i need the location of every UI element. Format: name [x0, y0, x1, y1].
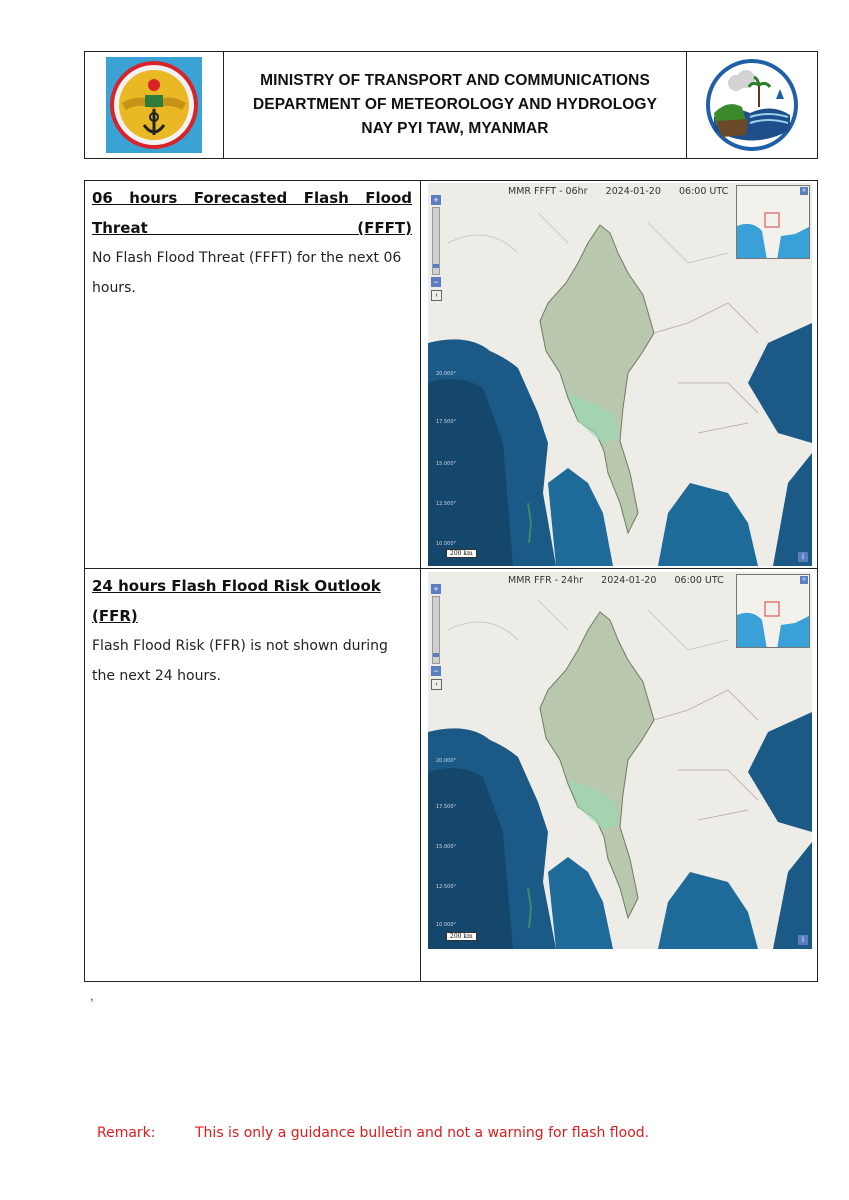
right-logo-cell [686, 52, 817, 158]
map-time: 06:00 UTC [679, 186, 729, 197]
ffft-title: 06 hours Forecasted Flash Flood Threat (FFFT) [92, 189, 412, 237]
scale-bar: 200 km [446, 932, 477, 941]
remark-label: Remark: [97, 1125, 156, 1141]
ffr-description: Flash Flood Risk (FFR) is not shown during the next 24 hours. [92, 638, 388, 684]
hydrological-cycle-icon [702, 55, 802, 155]
close-icon[interactable]: « [800, 576, 808, 584]
lat-label: 17.500° [436, 804, 456, 810]
lat-label: 12.500° [436, 501, 456, 507]
zoom-in-button[interactable]: + [431, 584, 441, 594]
stray-mark: , [90, 988, 94, 1003]
lat-label: 10.000° [436, 922, 456, 928]
info-icon[interactable]: i [798, 552, 808, 562]
zoom-slider-thumb[interactable] [433, 264, 439, 268]
minimap-graphic [737, 575, 810, 648]
lat-label: 17.500° [436, 419, 456, 425]
lat-label: 20.000° [436, 371, 456, 377]
ffft-row [85, 181, 817, 569]
map-product-label: MMR FFFT - 06hr [508, 186, 588, 197]
zoom-slider-thumb[interactable] [433, 653, 439, 657]
map-time: 06:00 UTC [674, 575, 724, 586]
location: NAY PYI TAW, MYANMAR [361, 120, 549, 137]
remark-note [97, 1125, 649, 1141]
zoom-out-button[interactable]: − [431, 666, 441, 676]
lat-label: 12.500° [436, 884, 456, 890]
map-caption [508, 575, 724, 586]
ffft-text-cell [92, 183, 412, 303]
map-caption [508, 186, 728, 197]
overview-minimap[interactable] [736, 185, 810, 259]
chevron-left-icon[interactable]: ‹ [431, 679, 442, 690]
map-date: 2024-01-20 [601, 575, 657, 586]
lat-label: 20.000° [436, 758, 456, 764]
lat-label: 15.000° [436, 844, 456, 850]
ffr-title: 24 hours Flash Flood Risk Outlook (FFR) [92, 577, 381, 625]
column-divider [420, 181, 421, 568]
zoom-out-button[interactable]: − [431, 277, 441, 287]
zoom-slider[interactable] [432, 596, 440, 664]
lat-label: 15.000° [436, 461, 456, 467]
map-date: 2024-01-20 [605, 186, 661, 197]
map-product-label: MMR FFR - 24hr [508, 575, 584, 586]
minimap-graphic [737, 186, 810, 259]
chevron-left-icon[interactable]: ‹ [431, 290, 442, 301]
overview-minimap[interactable] [736, 574, 810, 648]
ministry-name: MINISTRY OF TRANSPORT AND COMMUNICATIONS [260, 72, 650, 89]
ffr-text-cell [92, 571, 412, 691]
ffr-map[interactable] [428, 572, 812, 949]
ffr-row [85, 569, 817, 981]
ministry-emblem-icon [104, 55, 204, 155]
zoom-control [431, 584, 441, 690]
scale-bar: 200 km [446, 549, 477, 558]
left-logo-cell [85, 52, 224, 158]
department-name: DEPARTMENT OF METEOROLOGY AND HYDROLOGY [252, 96, 658, 113]
info-icon[interactable]: i [798, 935, 808, 945]
zoom-control [431, 195, 441, 301]
letterhead-title [224, 52, 686, 158]
lat-label: 10.000° [436, 541, 456, 547]
forecast-table [84, 180, 818, 982]
letterhead [84, 51, 818, 159]
remark-text: This is only a guidance bulletin and not a warning for flash flood. [195, 1125, 650, 1141]
zoom-slider[interactable] [432, 207, 440, 275]
column-divider [420, 569, 421, 981]
zoom-in-button[interactable]: + [431, 195, 441, 205]
ffft-map[interactable] [428, 183, 812, 566]
ffft-description: No Flash Flood Threat (FFFT) for the next 06 hours. [92, 250, 402, 296]
close-icon[interactable]: « [800, 187, 808, 195]
